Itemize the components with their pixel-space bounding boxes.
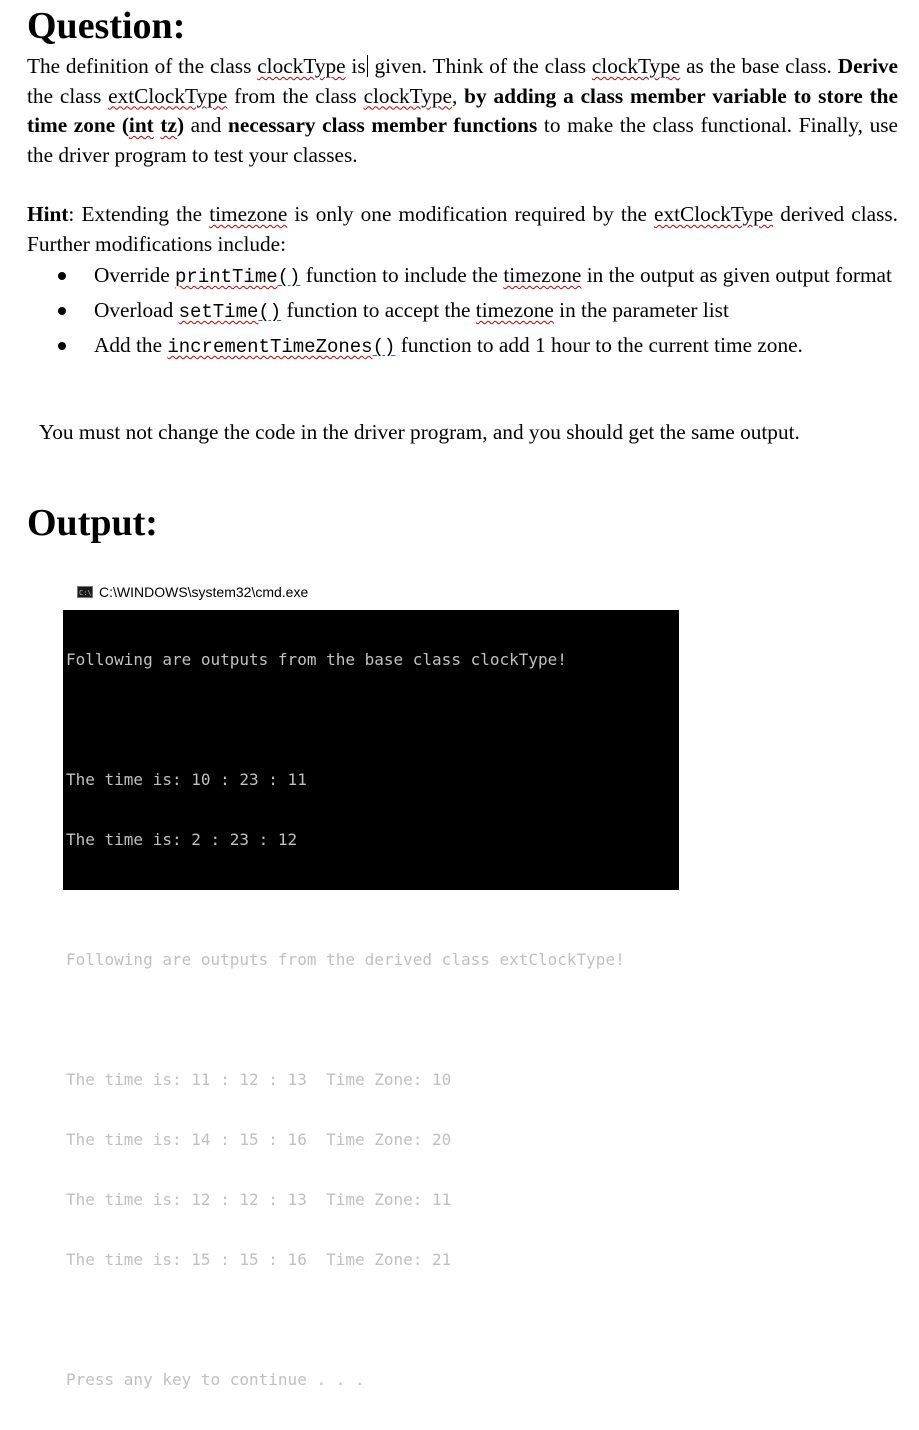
list-item-text: function to include the [300, 263, 504, 287]
int-keyword: int [128, 113, 154, 138]
code-parens: () [277, 266, 301, 288]
intro-text: The definition of the class [27, 54, 258, 78]
list-item [56, 295, 898, 327]
list-item-text: Overload [94, 298, 179, 322]
derive-keyword: Derive [837, 54, 899, 78]
console-line [66, 1310, 679, 1330]
cmd-icon: C:\ [77, 586, 93, 598]
intro-text: as the base class. [680, 54, 838, 78]
timezone-word: timezone [209, 202, 288, 226]
console-line: The time is: 15 : 15 : 16 Time Zone: 21 [66, 1250, 452, 1269]
console-line: The time is: 14 : 15 : 16 Time Zone: 20 [66, 1130, 452, 1149]
modification-list [56, 260, 898, 365]
console-line [66, 890, 679, 910]
list-item-text: in the parameter list [553, 298, 729, 322]
intro-text: given. Think of the class [368, 54, 592, 78]
class-name-clocktype: clockType [257, 54, 346, 78]
console-line: The time is: 12 : 12 : 13 Time Zone: 11 [66, 1190, 452, 1209]
hint-paragraph [27, 200, 898, 259]
console-titlebar [77, 580, 308, 604]
intro-text: from the class [227, 83, 364, 108]
hint-text: derived class. Further modifications include: [27, 202, 898, 256]
intro-text: the class [27, 83, 109, 108]
hint-text: : Extending the [68, 202, 210, 226]
hint-label: Hint [27, 202, 69, 226]
code-parens: () [258, 301, 282, 323]
class-name-extclocktype: extClockType [108, 83, 228, 108]
code-settime: setTime [178, 301, 259, 323]
intro-text: to make the class functional. Finally, use the driver program to test your classes. [27, 113, 899, 167]
list-item-text: Override [94, 263, 176, 287]
console-line: The time is: 2 : 23 : 12 [66, 830, 298, 849]
console-output [63, 610, 679, 1389]
tz-variable: tz [160, 113, 177, 138]
code-printtime: printTime [175, 266, 278, 288]
list-item-text: function to accept the [281, 298, 476, 322]
console-line: Following are outputs from the base class clockType! [66, 650, 567, 669]
console-line: Following are outputs from the derived class extClockType! [66, 950, 625, 969]
list-item-text: function to add 1 hour to the current time zone. [395, 333, 803, 357]
console-line [66, 710, 679, 730]
requirement-text: by adding a class member variable to store the time zone ( [27, 83, 898, 138]
hint-text: is only one modification required by the [287, 202, 655, 226]
timezone-word: timezone [503, 263, 582, 287]
bullet-icon [58, 307, 66, 315]
question-heading: Question: [27, 5, 186, 47]
requirement-bold: necessary class member functions [228, 113, 538, 138]
intro-text: , [451, 83, 465, 108]
console-line [66, 1010, 679, 1030]
list-item [56, 330, 898, 362]
list-item [56, 260, 898, 292]
intro-text: and [184, 113, 229, 138]
output-heading: Output: [27, 502, 158, 544]
console-title: C:\WINDOWS\system32\cmd.exe [99, 584, 309, 600]
class-name-clocktype: clockType [591, 54, 681, 78]
class-name-extclocktype: extClockType [654, 202, 774, 226]
timezone-word: timezone [475, 298, 554, 322]
bullet-icon [58, 272, 66, 280]
text-cursor [367, 55, 368, 77]
code-incrementtimezones: incrementTimeZones [167, 336, 373, 358]
intro-paragraph [27, 52, 898, 170]
driver-note: You must not change the code in the driver program, and you should get the same output. [39, 420, 800, 444]
bullet-icon [58, 342, 66, 350]
requirement-text: ) [176, 113, 185, 138]
console-line: Press any key to continue . . . [66, 1370, 365, 1389]
intro-text: is [345, 54, 366, 78]
list-item-text: in the output as given output format [581, 263, 892, 287]
class-name-clocktype: clockType [363, 83, 452, 108]
console-line: The time is: 11 : 12 : 13 Time Zone: 10 [66, 1070, 452, 1089]
console-line: The time is: 10 : 23 : 11 [66, 770, 307, 789]
code-parens: () [372, 336, 396, 358]
list-item-text: Add the [94, 333, 168, 357]
